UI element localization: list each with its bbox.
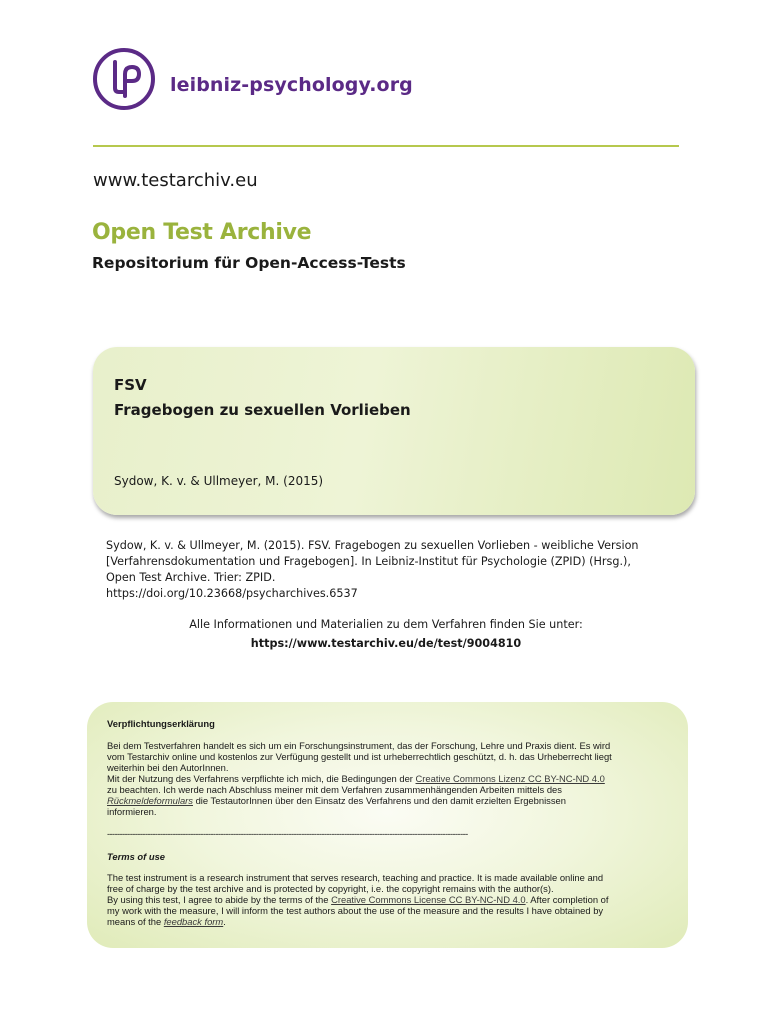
en-terms-text-fragment: . (223, 916, 226, 927)
de-terms-text: weiterhin bei den AutorInnen. (107, 762, 229, 773)
en-terms-text: my work with the measure, I will inform the test authors about the use of the measure and the results I have obtained by (107, 905, 604, 916)
de-terms-text: Bei dem Testverfahren handelt es sich um ein Forschungsinstrument, das der Forschung, Lehre und Praxis dient. Es wird (107, 740, 611, 751)
de-terms-text: informieren. (107, 806, 157, 817)
header-divider (93, 145, 679, 147)
lp-logo-icon (93, 48, 155, 110)
logo-text: leibniz-psychology.org (170, 74, 413, 96)
en-terms-text: free of charge by the test archive and is protected by copyright, i.e. the copyright remains with the author(s). (107, 883, 554, 894)
de-terms-text-fragment: die TestautorInnen über den Einsatz des Verfahrens und den damit erzielten Ergebnissen (192, 795, 566, 806)
leibniz-psychology-logo (93, 48, 413, 120)
citation-line: Sydow, K. v. & Ullmeyer, M. (2015). FSV. Fragebogen zu sexuellen Vorlieben - weibliche Version (106, 539, 639, 552)
citation-block (106, 538, 686, 602)
section-separator: ----------------------------------------------------------------------------------------------------------------------------------------------- (107, 828, 468, 839)
de-terms-text-fragment: Mit der Nutzung des Verfahrens verpflichte ich mich, die Bedingungen der (107, 773, 416, 784)
en-terms-text-fragment: means of the (107, 916, 164, 927)
info-lead-text: Alle Informationen und Materialien zu dem Verfahren finden Sie unter: (189, 618, 583, 631)
test-name: Fragebogen zu sexuellen Vorlieben (114, 401, 411, 419)
en-terms-heading: Terms of use (107, 851, 166, 862)
cc-license-link-de[interactable]: Creative Commons Lizenz CC BY-NC-ND 4.0 (415, 773, 605, 784)
site-url[interactable]: www.testarchiv.eu (93, 170, 258, 191)
de-terms-heading: Verpflichtungserklärung (107, 718, 215, 729)
archive-title: Open Test Archive (92, 220, 312, 245)
test-abbreviation: FSV (114, 376, 147, 394)
en-terms-text (107, 916, 226, 927)
terms-card (87, 702, 688, 948)
en-terms-text-fragment: By using this test, I agree to abide by the terms of the (107, 894, 332, 905)
de-terms-text (107, 773, 605, 784)
test-page-link[interactable]: https://www.testarchiv.eu/de/test/9004810 (250, 637, 522, 650)
feedback-form-link-de[interactable]: Rückmeldeformulars (107, 795, 193, 806)
en-terms-text-fragment: . After completion of (525, 894, 609, 905)
test-authors: Sydow, K. v. & Ullmeyer, M. (2015) (114, 474, 324, 488)
citation-line: [Verfahrensdokumentation und Fragebogen]. In Leibniz-Institut für Psychologie (ZPID) (Hrsg.), (106, 555, 631, 568)
en-terms-text: The test instrument is a research instrument that serves research, teaching and practice. It is made available online and (107, 872, 604, 883)
citation-doi-link[interactable]: https://doi.org/10.23668/psycharchives.6537 (106, 587, 358, 600)
de-terms-text: zu beachten. Ich werde nach Abschluss meiner mit dem Verfahren zusammenhängenden Arbeiten mittels des (107, 784, 562, 795)
citation-line: Open Test Archive. Trier: ZPID. (106, 571, 276, 584)
en-terms-text (107, 894, 608, 905)
de-terms-text (107, 795, 566, 806)
test-info-card (93, 347, 695, 515)
archive-subtitle: Repositorium für Open-Access-Tests (92, 254, 406, 272)
feedback-form-link-en[interactable]: feedback form (163, 916, 224, 927)
de-terms-text: vom Testarchiv online und kostenlos zur Verfügung gestellt und ist urheberrechtlich geschützt, d. h. das Urheberrecht liegt (107, 751, 612, 762)
cc-license-link-en[interactable]: Creative Commons License CC BY-NC-ND 4.0 (331, 894, 526, 905)
